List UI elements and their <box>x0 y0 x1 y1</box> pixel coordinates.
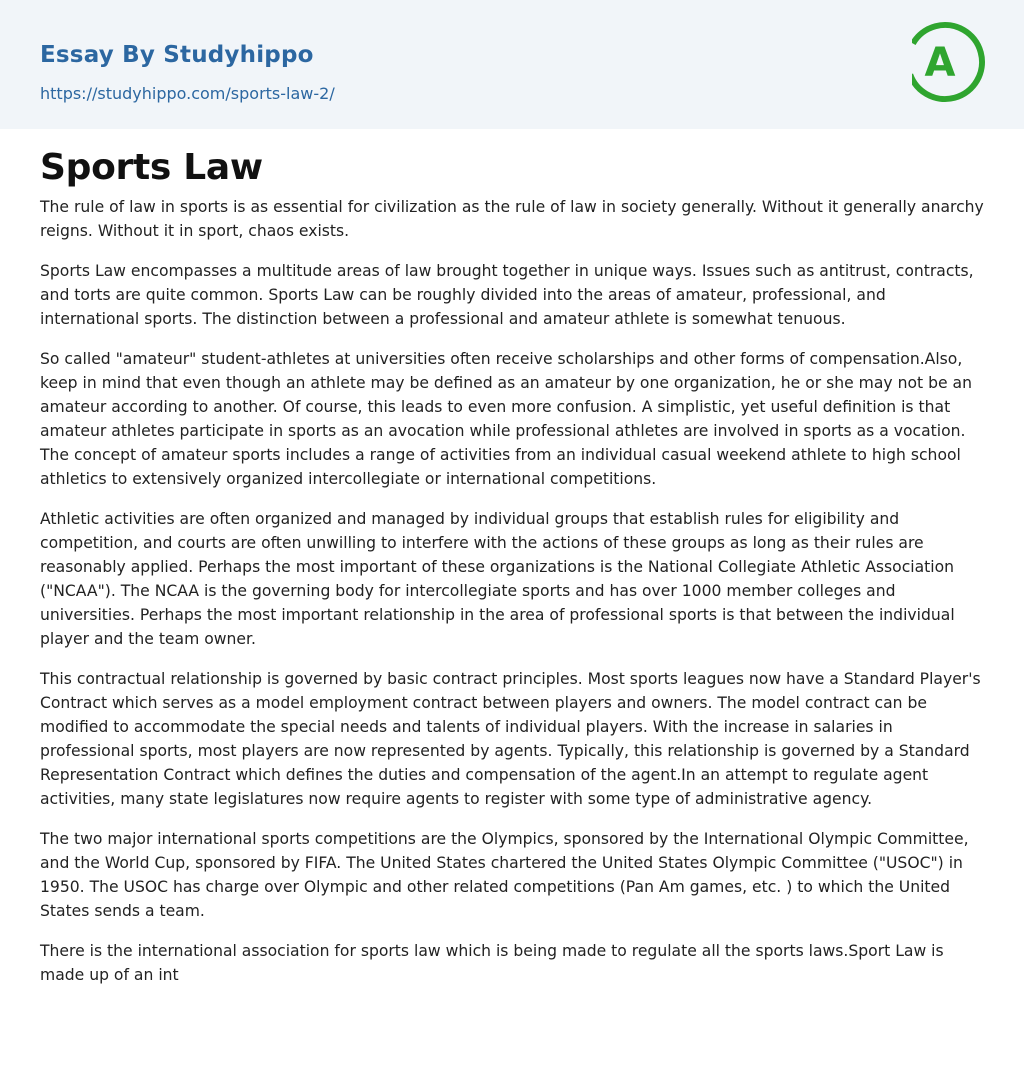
paragraph-1: The rule of law in sports is as essential for civilization as the rule of law in society generally. Without it generally anarchy reigns. Without it in sport, chaos exists. <box>40 198 984 240</box>
paragraph-4: Athletic activities are often organized and managed by individual groups that establish rules for eligibility and competition, and courts are often unwilling to interfere with the actions of these groups as long as their rules are reasonably applied. Perhaps the most important of these organizations is the National Collegiate Athletic Association ("NCAA"). The NCAA is the governing body for intercollegiate sports and has over 1000 member colleges and universities. Perhaps the most important relationship in the area of professional sports is that between the individual player and the team owner. <box>40 510 955 648</box>
paragraph-5: This contractual relationship is governed by basic contract principles. Most sports leagues now have a Standard Player's Contract which serves as a model employment contract between players and owners. The model contract can be modified to accommodate the special needs and talents of individual players. With the increase in salaries in professional sports, most players are now represented by agents. Typically, this relationship is governed by a Standard Representation Contract which defines the duties and compensation of the agent.In an attempt to regulate agent activities, many state legislatures now require agents to register with some type of administrative agency. <box>40 670 981 808</box>
page-title: Sports Law <box>40 147 263 188</box>
source-url-link[interactable]: https://studyhippo.com/sports-law-2/ <box>40 84 335 103</box>
brand-title[interactable]: Essay By Studyhippo <box>40 42 314 68</box>
logo-letter: A <box>924 40 956 86</box>
studyhippo-logo-icon[interactable] <box>912 19 986 105</box>
site-header <box>0 0 1024 129</box>
article <box>40 146 984 1003</box>
paragraph-6: The two major international sports competitions are the Olympics, sponsored by the International Olympic Committee, and the World Cup, sponsored by FIFA. The United States chartered the United States Olympic Committee ("USOC") in 1950. The USOC has charge over Olympic and other related competitions (Pan Am games, etc. ) to which the United States sends a team. <box>40 830 969 920</box>
paragraph-7: There is the international association for sports law which is being made to regulate all the sports laws.Sport Law is made up of an int <box>40 942 944 984</box>
paragraph-3: So called "amateur" student-athletes at universities often receive scholarships and other forms of compensation.Also, keep in mind that even though an athlete may be defined as an amateur by one organization, he or she may not be an amateur according to another. Of course, this leads to even more confusion. A simplistic, yet useful definition is that amateur athletes participate in sports as an avocation while professional athletes are involved in sports as a vocation. The concept of amateur sports includes a range of activities from an individual casual weekend athlete to high school athletics to extensively organized intercollegiate or international competitions. <box>40 350 972 488</box>
paragraph-2: Sports Law encompasses a multitude areas of law brought together in unique ways. Issues such as antitrust, contracts, and torts are quite common. Sports Law can be roughly divided into the areas of amateur, professional, and international sports. The distinction between a professional and amateur athlete is somewhat tenuous. <box>40 262 974 328</box>
